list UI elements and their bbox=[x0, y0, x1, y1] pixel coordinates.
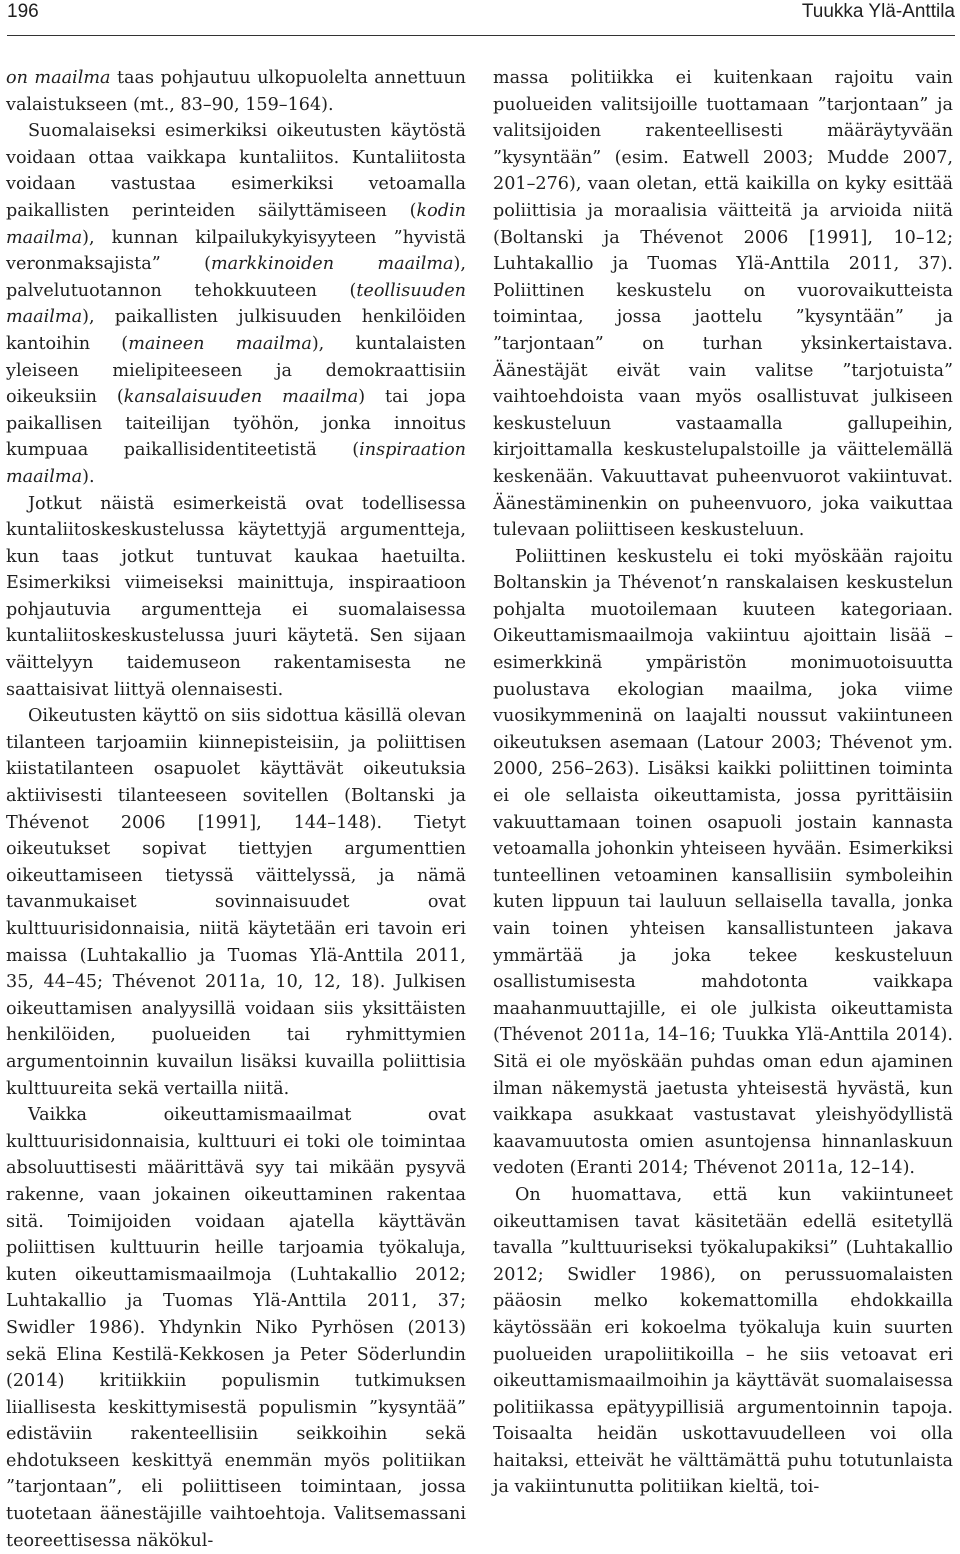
paragraph: massa politiikka ei kuitenkaan rajoitu vain puolueiden valitsijoille tuottamaan ”tarjontaan” ja valitsijoiden rakenteellisesti määräytyvään ”kysyntään” (esim. Eatwell 2003; Mudde 2007, 201–276), vaan oletan, että kaikilla on kyky esittää poliittisia ja moraalisia väitteitä ja arvioida niitä (Boltanski ja Thévenot 2006 [1991], 10–12; Luhtakallio ja Tuomas Ylä-Anttila 2011, 37). Poliittinen keskustelu on vuorovaikutteista toimintaa, jossa jaottelu ”kysyntään” ja ”tarjontaan” on turhan yksinkertaistava. Äänestäjät eivät vain valitse ”tarjotuista” vaihtoehdoista vaan myös osallistuvat julkiseen keskusteluun vastaamalla gallupeihin, kirjoittamalla keskustelupalstoille ja väittelemällä keskenään. Vakuuttavat puheenvuorot vakiintuvat. Äänestäminenkin on puheenvuoro, joka vaikuttaa tulevaan poliittiseen keskusteluun. bbox=[493, 68, 953, 541]
paragraph: On huomattava, että kun vakiintuneet oikeuttamisen tavat käsitetään edellä esitetyllä tavalla ”kulttuuriseksi työkalupakiksi” (Luhtakallio 2012; Swidler 1986), on perussuomalaisten pääosin melko kokemattomilla ehdokkailla käytössään eri kokoelma työkaluja kuin suurten puolueiden urapoliitikoilla – he siis vetoavat eri oikeuttamismaailmoihin ja käyttävät suomalaisessa politiikassa epätyypillisiä argumentoinnin tapoja. Toisaalta heidän uskottavuudelleen voi olla haitaksi, etteivät he välttämättä puhu totutunlaista ja vakiintunutta politiikan kieltä, toi- bbox=[493, 1184, 953, 1498]
paragraph: Vaikka oikeuttamismaailmat ovat kulttuurisidonnaisia, kulttuuri ei toki ole toimintaa absoluuttisesti määrittävä syy tai mikään pysyvä rakenne, vaan jokainen oikeuttaminen rakentaa sitä. Toimijoiden voidaan ajatella käyttävän poliittisen kulttuurin heille tarjoamia työkaluja, kuten oikeuttamismaailmoja (Luhtakallio 2012; Luhtakallio ja Tuomas Ylä-Anttila 2011, 37; Swidler 1986). Yhdynkin Niko Pyrhösen (2013) sekä Elina Kestilä-Kekkosen ja Peter Söderlundin (2014) kritiikkiin populismin tutkimuksen liiallisesta keskittymisestä populismin ”kysyntää” edistäviin rakenteellisiin seikkoihin sekä ehdotukseen keskittyä enemmän myös politiikan ”tarjontaan”, eli poliittiseen toimintaan, jossa tuotetaan äänestäjille vaihtoehtoja. Valitsemassani teoreettisessa näkökul- bbox=[6, 1105, 466, 1551]
paragraph: Jotkut näistä esimerkeistä ovat todellisessa kuntaliitoskeskustelussa käytettyjä argumentteja, kun taas jotkut tuntuvat kaukaa haetuilta. Esimerkiksi viimeiseksi mainittuja, inspiraatioon pohjautuvia argumentteja ei suomalaisessa kuntaliitoskeskustelussa juuri käytetä. Sen sijaan väittelyyn taidemuseon rakentamisesta ne saattaisivat liittyä olennaisesti. bbox=[6, 493, 466, 700]
right-column bbox=[493, 65, 953, 1501]
italic-term: kansalaisuuden maailma bbox=[123, 387, 359, 408]
running-head: Tuukka Ylä-Anttila bbox=[801, 1, 955, 22]
page-header bbox=[0, 0, 960, 40]
paragraph: Suomalaiseksi esimerkiksi oikeutusten käytöstä voidaan ottaa vaikkapa kuntaliitos. Kuntaliitosta voidaan vastustaa esimerkiksi vetoamalla paikallisten perinteiden säilyttämiseen (kodin maailma), kunnan kilpailukykyisyyteen ”hyvistä veronmaksajista” (markkinoiden maailma), palvelutuotannon tehokkuuteen (teollisuuden maailma), paikallisten julkisuuden henkilöiden kantoihin (maineen maailma), kuntalaisten yleiseen mielipiteeseen ja demokraattisiin oikeuksiin (kansalaisuuden maailma) tai jopa paikallisen taiteilijan työhön, jonka innoitus kumpuaa paikallisidentiteetistä (inspiraation maailma). bbox=[6, 121, 467, 487]
italic-term: inspiraation maailma bbox=[6, 440, 466, 487]
italic-term: maineen maailma bbox=[128, 333, 312, 354]
paragraph: on maailma taas pohjautuu ulkopuolelta annettuun valaistukseen (mt., 83–90, 159–164). bbox=[6, 68, 466, 115]
page-number: 196 bbox=[7, 1, 39, 22]
italic-term: teollisuuden maailma bbox=[6, 280, 466, 328]
paragraph: Oikeutusten käyttö on siis sidottua käsillä olevan tilanteen tarjoamiin kiinnepisteisiin, ja poliittisen kiistatilanteen osapuolet käyttävät oikeutuksia aktiivisesti tilanteeseen sovitellen (Boltanski ja Thévenot 2006 [1991], 144–148). Tietyt oikeutukset sopivat tiettyjen argumenttien oikeuttamiseen tietyssä väittelyssä, ja nämä tavanmukaiset sovinnaisuudet ovat kulttuurisidonnaisia, niitä käytetään eri tavoin eri maissa (Luhtakallio ja Tuomas Ylä-Anttila 2011, 35, 44–45; Thévenot 2011a, 10, 12, 18). Julkisen oikeuttamisen analyysillä voidaan siis yksittäisten henkilöiden, puolueiden tai ryhmittymien argumentoinnin kuvailun lisäksi kuvailla poliittisia kulttuureita sekä vertailla niitä. bbox=[6, 706, 466, 1099]
header-rule bbox=[7, 35, 955, 36]
left-column bbox=[6, 65, 466, 1554]
paragraph: Poliittinen keskustelu ei toki myöskään rajoitu Boltanskin ja Thévenot’n ranskalaisen keskustelun pohjalta muotoilemaan kuuteen kategoriaan. Oikeuttamismaailmoja vakiintuu ajoittain lisää – esimerkkinä ympäristön monimuotoisuutta puolustava ekologian maailma, joka viime vuosikymmeninä on laajalti noussut vakiintuneen oikeutuksen asemaan (Latour 2003; Thévenot ym. 2000, 256–263). Lisäksi kaikki poliittinen toiminta ei ole sellaista oikeuttamista, jossa pyrittäisiin vakuuttamaan toinen osapuoli jostain kannasta vetoamalla johonkin yhteiseen hyvään. Esimerkiksi tunteellinen vetoaminen kansallisiin symboleihin kuten lippuun tai lauluun sellaisella tavalla, jonka vain toinen yhteisen kansallistunteen jakava ymmärtää ja joka tekee keskusteluun osallistumisesta mahdotonta vaikkapa maahanmuuttajille, ei ole julkista oikeuttamista (Thévenot 2011a, 14–16; Tuukka Ylä-Anttila 2014). Sitä ei ole myöskään puhdas oman edun ajaminen ilman näkemystä jaetusta yhteisestä hyvästä, kun vaikkapa asukkaat vastustavat yleishyödyllistä kaavamuutosta omien asuntojensa hinnanlaskuun vedoten (Eranti 2014; Thévenot 2011a, 12–14). bbox=[493, 546, 953, 1179]
italic-term: kodin maailma bbox=[6, 200, 466, 248]
italic-term: markkinoiden maailma bbox=[210, 254, 454, 275]
italic-term: on maailma bbox=[6, 68, 111, 88]
